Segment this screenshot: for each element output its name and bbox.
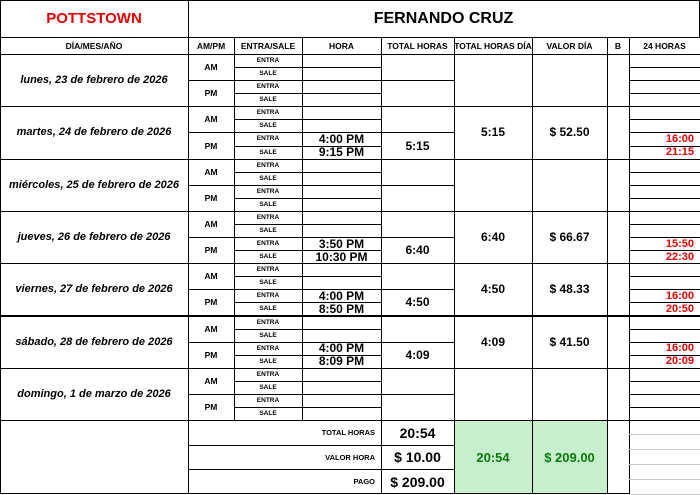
h24-cell bbox=[629, 329, 700, 343]
day-date: sábado, 28 de febrero de 2026 bbox=[15, 335, 173, 348]
entra-label: ENTRA bbox=[256, 370, 280, 378]
sale-label: SALE bbox=[259, 305, 277, 313]
pm-out-time: 10:30 PM bbox=[315, 249, 368, 264]
hora-cell bbox=[302, 67, 382, 81]
sale-label: SALE bbox=[259, 227, 277, 234]
entra-label: ENTRA bbox=[256, 266, 280, 274]
h24-cell bbox=[629, 106, 700, 120]
column-header-hora: HORA bbox=[328, 40, 355, 51]
total-horas-dia-summary: 20:54 bbox=[476, 449, 510, 465]
pm-label: PM bbox=[204, 88, 218, 99]
pm-out-time bbox=[302, 198, 381, 211]
h24-in-time: 15:50 bbox=[665, 237, 694, 250]
valor-hora-label: VALOR HORA bbox=[325, 452, 375, 462]
h24-summary-row bbox=[629, 450, 700, 465]
hora-cell bbox=[302, 263, 382, 277]
pm-in-time bbox=[302, 394, 381, 407]
h24-cell bbox=[629, 276, 700, 290]
sale-label: SALE bbox=[259, 96, 277, 104]
hora-cell bbox=[302, 159, 382, 173]
entra-label: ENTRA bbox=[256, 240, 280, 248]
h24-in-time: 16:00 bbox=[665, 132, 694, 145]
am-label: AM bbox=[204, 166, 218, 177]
b-cell bbox=[607, 159, 630, 212]
column-header-val: VALOR DÍA bbox=[546, 40, 593, 51]
b-cell bbox=[607, 263, 630, 316]
valor-dia-value: $ 48.33 bbox=[549, 282, 590, 297]
column-header-date: DÍA/MES/AÑO bbox=[65, 40, 123, 51]
total-horas-dia-value: 5:15 bbox=[480, 125, 506, 140]
h24-out-time bbox=[629, 93, 694, 106]
am-label: AM bbox=[204, 62, 218, 73]
column-header-es: ENTRA/SALE bbox=[240, 40, 296, 51]
am-label: AM bbox=[204, 218, 218, 229]
h24-cell bbox=[629, 263, 700, 277]
entra-label: ENTRA bbox=[256, 83, 280, 91]
sale-label: SALE bbox=[259, 148, 277, 156]
hora-cell bbox=[302, 211, 382, 225]
total-am-cell bbox=[381, 316, 455, 343]
entra-label: ENTRA bbox=[256, 344, 280, 352]
pm-in-time: 3:50 PM bbox=[318, 236, 365, 251]
total-horas-dia-value: 4:50 bbox=[480, 282, 506, 297]
column-header-b: B bbox=[614, 40, 622, 51]
h24-out-time: 21:15 bbox=[665, 146, 694, 159]
h24-in-time bbox=[629, 185, 694, 198]
valor-dia-value: $ 66.67 bbox=[549, 230, 590, 245]
employee-name: FERNANDO CRUZ bbox=[373, 9, 514, 27]
h24-in-time: 16:00 bbox=[665, 289, 694, 302]
total-horas-dia-value: 4:09 bbox=[480, 334, 506, 349]
sale-label: SALE bbox=[259, 357, 277, 365]
total-horas-value bbox=[381, 80, 454, 106]
h24-in-time bbox=[629, 80, 694, 93]
column-header-tday: TOTAL HORAS DÍA bbox=[454, 40, 532, 51]
entra-label: ENTRA bbox=[256, 187, 280, 195]
valor-hora-value: $ 10.00 bbox=[394, 449, 441, 465]
town-title: POTTSTOWN bbox=[46, 10, 142, 27]
total-horas-value: 20:54 bbox=[399, 424, 436, 441]
hora-cell bbox=[302, 106, 382, 120]
sale-label: SALE bbox=[259, 279, 277, 287]
hora-cell bbox=[302, 316, 382, 330]
b-cell bbox=[607, 368, 630, 421]
h24-summary-row bbox=[629, 465, 700, 480]
sale-label: SALE bbox=[259, 174, 277, 182]
total-horas-value: 4:09 bbox=[405, 347, 430, 362]
sale-label: SALE bbox=[259, 331, 277, 339]
b-cell bbox=[607, 54, 630, 107]
valor-dia-summary: $ 209.00 bbox=[544, 449, 595, 465]
valor-dia-value bbox=[532, 159, 607, 211]
h24-cell bbox=[629, 172, 700, 186]
pm-out-time: 8:09 PM bbox=[318, 354, 365, 369]
valor-dia-value: $ 52.50 bbox=[549, 125, 590, 140]
pm-label: PM bbox=[204, 402, 218, 412]
hora-cell bbox=[302, 172, 382, 186]
entra-label: ENTRA bbox=[256, 57, 280, 65]
day-date: miércoles, 25 de febrero de 2026 bbox=[9, 178, 179, 191]
total-horas-label: TOTAL HORAS bbox=[321, 428, 375, 437]
valor-dia-value: $ 41.50 bbox=[549, 334, 590, 349]
pm-label: PM bbox=[204, 349, 218, 360]
total-horas-value bbox=[381, 394, 454, 420]
total-am-cell bbox=[381, 54, 455, 81]
total-horas-dia-value: 6:40 bbox=[480, 230, 506, 245]
total-horas-value bbox=[381, 185, 454, 211]
valor-dia-value bbox=[532, 54, 607, 106]
h24-out-time: 20:50 bbox=[665, 302, 694, 315]
pm-in-time: 4:00 PM bbox=[318, 131, 365, 146]
h24-summary-row bbox=[629, 480, 700, 495]
total-am-cell bbox=[381, 159, 455, 186]
h24-out-time bbox=[629, 198, 694, 211]
entra-label: ENTRA bbox=[256, 318, 280, 326]
am-label: AM bbox=[204, 375, 218, 386]
column-header-tot: TOTAL HORAS bbox=[387, 40, 448, 51]
day-date: viernes, 27 de febrero de 2026 bbox=[15, 283, 173, 296]
b-cell bbox=[607, 316, 630, 369]
sale-label: SALE bbox=[259, 122, 277, 130]
entra-label: ENTRA bbox=[256, 292, 280, 300]
pm-out-time: 9:15 PM bbox=[318, 145, 365, 160]
am-label: AM bbox=[204, 114, 218, 125]
total-horas-dia-value bbox=[454, 54, 532, 106]
sale-label: SALE bbox=[259, 70, 277, 78]
hora-cell bbox=[302, 381, 382, 395]
summary-blank bbox=[0, 420, 189, 494]
sale-label: SALE bbox=[259, 253, 277, 261]
h24-cell bbox=[629, 119, 700, 133]
total-horas-dia-value bbox=[454, 368, 532, 420]
h24-in-time: 16:00 bbox=[665, 342, 694, 355]
pm-label: PM bbox=[204, 192, 218, 203]
entra-label: ENTRA bbox=[256, 396, 280, 404]
column-header-ampm: AM/PM bbox=[196, 40, 226, 51]
total-am-cell bbox=[381, 106, 455, 133]
pm-label: PM bbox=[204, 245, 218, 256]
h24-cell bbox=[629, 54, 700, 68]
hora-cell bbox=[302, 368, 382, 382]
valor-dia-value bbox=[532, 368, 607, 420]
entra-label: ENTRA bbox=[256, 135, 280, 143]
b-cell bbox=[607, 106, 630, 159]
h24-cell bbox=[629, 368, 700, 382]
h24-cell bbox=[629, 211, 700, 225]
pm-in-time: 4:00 PM bbox=[318, 341, 365, 356]
day-date: martes, 24 de febrero de 2026 bbox=[16, 126, 172, 139]
h24-summary-row bbox=[629, 420, 700, 435]
entra-label: ENTRA bbox=[256, 213, 280, 221]
day-date: domingo, 1 de marzo de 2026 bbox=[17, 387, 171, 400]
sale-label: SALE bbox=[259, 200, 277, 208]
total-horas-value: 5:15 bbox=[405, 138, 430, 153]
column-header-h24: 24 HORAS bbox=[643, 40, 686, 51]
pago-value: $ 209.00 bbox=[390, 473, 445, 490]
pm-in-time bbox=[302, 185, 381, 198]
entra-label: ENTRA bbox=[256, 109, 280, 117]
entra-label: ENTRA bbox=[256, 161, 280, 169]
h24-out-time: 20:09 bbox=[665, 355, 694, 368]
h24-summary-row bbox=[629, 435, 700, 450]
day-date: lunes, 23 de febrero de 2026 bbox=[20, 74, 168, 87]
total-horas-dia-value bbox=[454, 159, 532, 211]
pago-label: PAGO bbox=[353, 477, 375, 486]
pm-label: PM bbox=[204, 140, 218, 151]
h24-cell bbox=[629, 159, 700, 173]
h24-cell bbox=[629, 316, 700, 330]
pm-out-time: 8:50 PM bbox=[318, 301, 365, 316]
total-am-cell bbox=[381, 368, 455, 395]
hora-cell bbox=[302, 54, 382, 68]
h24-cell bbox=[629, 381, 700, 395]
pm-out-time bbox=[302, 93, 381, 106]
total-am-cell bbox=[381, 263, 455, 290]
am-label: AM bbox=[204, 323, 218, 334]
pm-in-time bbox=[302, 80, 381, 93]
h24-cell bbox=[629, 67, 700, 81]
pm-label: PM bbox=[204, 297, 218, 308]
b-summary-cell bbox=[607, 420, 630, 494]
pm-out-time bbox=[302, 407, 381, 420]
am-label: AM bbox=[204, 271, 218, 282]
h24-in-time bbox=[629, 394, 694, 407]
pm-in-time: 4:00 PM bbox=[318, 288, 365, 303]
h24-out-time: 22:30 bbox=[665, 250, 694, 263]
total-horas-value: 6:40 bbox=[405, 243, 430, 258]
h24-out-time bbox=[629, 407, 694, 420]
h24-cell bbox=[629, 224, 700, 238]
sale-label: SALE bbox=[259, 410, 277, 418]
b-cell bbox=[607, 211, 630, 264]
total-am-cell bbox=[381, 211, 455, 238]
total-horas-value: 4:50 bbox=[405, 295, 430, 310]
day-date: jueves, 26 de febrero de 2026 bbox=[17, 231, 171, 244]
sale-label: SALE bbox=[259, 383, 277, 391]
